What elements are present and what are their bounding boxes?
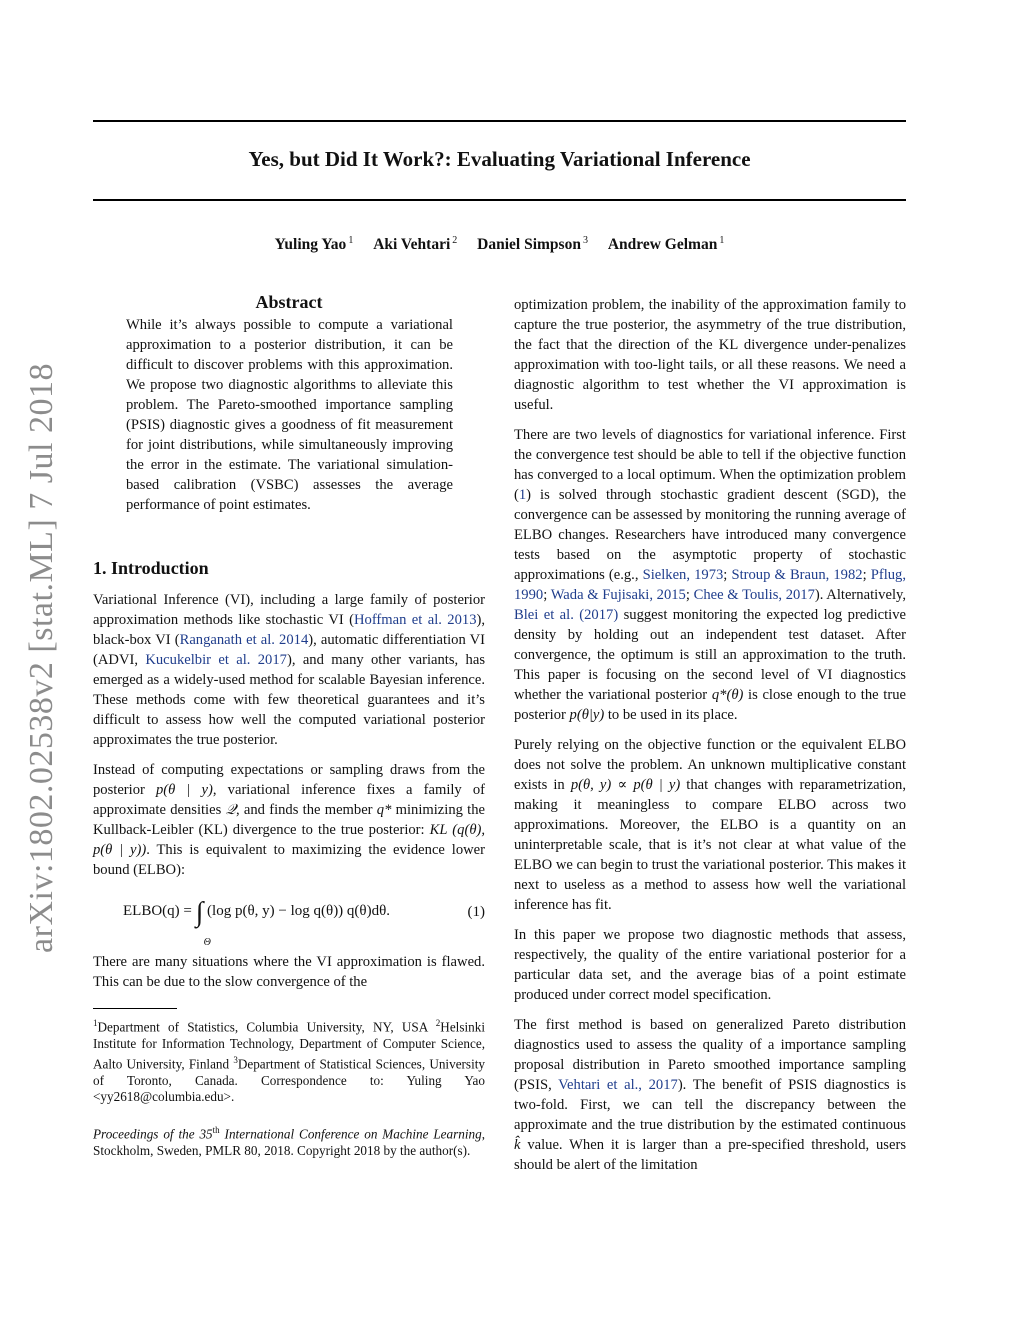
- proceedings-note: [93, 1122, 485, 1159]
- text-run: ), black-box VI (: [93, 612, 486, 648]
- text-run: Purely relying on the objective function or the equivalent ELBO does not solve the problem. An unknown multiplicative constant exists in: [514, 737, 906, 793]
- text-run: International Conference on Machine Learning: [219, 1126, 482, 1142]
- affiliation-mark: 1: [719, 235, 725, 246]
- text-run: . This is equivalent to maximizing the evidence lower bound (ELBO):: [93, 842, 485, 878]
- author: [477, 236, 588, 253]
- affiliation-mark: 3: [582, 235, 588, 246]
- text-run: th: [212, 1124, 220, 1135]
- section-heading-introduction: 1. Introduction: [93, 558, 209, 578]
- body-paragraph: In this paper we propose two diagnostic methods that assess, respectively, the quality of the entire variational posterior for a particular data set, and the average bias of a point estimate produced under correct model specification.: [514, 927, 906, 1003]
- math-inline: p(θ, y) ∝ p(θ | y): [570, 777, 681, 793]
- paper-title: Yes, but Did It Work?: Evaluating Variational Inference: [248, 147, 751, 171]
- body-paragraph: There are two levels of diagnostics for variational inference. First the convergence test should be able to tell if the objective function has converged to a local optimum. When the optimization problem (1) is solved through stochastic gradient descent (SGD), the convergence can be assessed by monitoring the running average of ELBO changes. Researchers have introduced many convergence tests based on the asymptotic property of stochastic approximations (e.g., Sielken, 1973; Stroup & Braun, 1982; Pflug, 1990; Wada & Fujisaki, 2015; Chee & Toulis, 2017). Alternatively, Blei et al. (2017) suggest monitoring the expected log predictive density by holding out an independent test dataset. After convergence, the optimum is still an approximation to the truth. This paper is focusing on the second level of VI diagnostics whether the variational posterior q*(θ) is close enough to the true posterior p(θ|y) to be used in its place.: [514, 427, 907, 723]
- text-run: , and finds the member: [236, 802, 377, 818]
- text-run: suggest monitoring the expected log predictive density by holding out an independent test dataset. After convergence, the optimum is still an approximation to the truth. This paper is focusing on the second level of VI diagnostics whether the variational posterior: [514, 607, 906, 703]
- abstract-text: While it’s always possible to compute a variational approximation to a posterior distribution, it can be difficult to discover problems with this approximation. We propose two diagnostic algorithms to alleviate this problem. The Pareto-smoothed importance sampling (PSIS) diagnostic gives a goodness of fit measurement for joint distributions, while simultaneously improving the error in the estimate. The variational simulation-based calibration (VSBC) assesses the average performance of point estimates.: [126, 317, 453, 513]
- arxiv-identifier-stamp: arXiv:1802.02538v2 [stat.ML] 7 Jul 2018: [23, 363, 60, 953]
- citation-link[interactable]: Wada & Fujisaki, 2015: [550, 587, 686, 603]
- text-run: is close enough to the true posterior: [514, 687, 907, 723]
- footnote-text: Department of Statistical Sciences, University of Toronto, Canada. Correspondence to: Yuling Yao <yy2618@columbia.edu>.: [93, 1056, 485, 1105]
- body-paragraph: [514, 1015, 906, 1175]
- intro-paragraph-3: There are many situations where the VI approximation is flawed. This can be due to the slow convergence of the: [93, 954, 485, 990]
- text-run: that changes with reparametrization, making it meaningless to compare ELBO across two approximations. Moreover, the ELBO is a quantity on an uninterpretable scale, that is it’s not clear at what value of the ELBO we can begin to trust the variational posterior. This makes it next to useless as a method to assess how well the variational inference has fit.: [514, 777, 907, 913]
- text-run: value. When it is larger than a pre-specified threshold, users should be alert of the limitation: [514, 1137, 906, 1173]
- text-run: , Stockholm, Sweden, PMLR 80, 2018. Copyright 2018 by the author(s).: [93, 1126, 485, 1158]
- footnote-mark: 3: [233, 1055, 238, 1066]
- citation-link[interactable]: Chee & Toulis, 2017: [693, 587, 815, 603]
- integral-domain: Θ: [203, 937, 211, 948]
- intro-paragraph-1: [93, 590, 485, 750]
- abstract-heading: Abstract: [255, 292, 323, 312]
- equation-lhs: ELBO(q) =: [123, 903, 192, 919]
- text-run: There are two levels of diagnostics for variational inference. First the convergence test should be able to tell if the objective function has converged to a local optimum. When the optimization problem (: [514, 427, 906, 503]
- author-name: Yuling Yao: [274, 236, 347, 254]
- equation-elbo: [93, 888, 485, 948]
- title-top-rule: [93, 120, 906, 122]
- text-run: Instead of computing expectations or sampling draws from the posterior: [93, 762, 485, 798]
- text-run: ) is solved through stochastic gradient descent (SGD), the convergence can be assessed by monitoring the running average of ELBO changes. Researchers have introduced many convergence tests based on the asymptotic property of stochastic approximations (e.g.,: [514, 487, 906, 583]
- affiliation-mark: 2: [452, 235, 458, 246]
- author: [275, 236, 354, 253]
- text-run: Proceedings of the 35: [93, 1126, 213, 1142]
- equation-number: (1): [467, 904, 485, 920]
- text-run: The first method is based on generalized Pareto distribution diagnostics used to assess the quality of a importance sampling proposal distribution in Pareto smoothed importance sampling (PSIS,: [514, 1017, 906, 1093]
- equation-rhs: (log p(θ, y) − log q(θ)) q(θ)dθ.: [207, 903, 391, 919]
- author: [608, 236, 725, 253]
- affiliation-footnotes: [93, 1015, 485, 1106]
- equation-reference-link[interactable]: 1: [518, 487, 527, 503]
- citation-link[interactable]: Stroup & Braun, 1982: [731, 567, 863, 583]
- text-run: minimizing the Kullback-Leibler (KL) divergence to the true posterior:: [93, 802, 486, 838]
- text-run: ), and many other variants, has emerged as a widely-used method for scalable Bayesian inference. These methods come with few theoretical guarantees and it’s difficult to assess how well the computed variational posterior approximates the true posterior.: [93, 652, 485, 748]
- left-column: [93, 292, 485, 1159]
- body-paragraph: optimization problem, the inability of the approximation family to capture the true posterior, the asymmetry of the true distribution, the fact that the direction of the KL divergence under-penalizes approximation with too-light tails, or all these reasons. We need a diagnostic algorithm to test whether the VI approximation is useful.: [514, 297, 906, 413]
- author-name: Aki Vehtari: [373, 236, 451, 254]
- citation-link[interactable]: Blei et al. (2017): [514, 607, 619, 623]
- equation-body: [93, 897, 468, 948]
- text-run: Variational Inference (VI), including a large family of posterior approximation methods like stochastic VI (: [93, 592, 485, 628]
- math-inline: q*(θ): [711, 687, 744, 703]
- intro-paragraph-2: [93, 760, 485, 880]
- affiliation-mark: 1: [348, 235, 354, 246]
- text-run: ). Alternatively,: [814, 587, 907, 603]
- citation-link[interactable]: Ranganath et al. 2014: [179, 632, 309, 648]
- math-inline: p(θ | y): [156, 782, 213, 798]
- footnote-mark: 2: [435, 1018, 441, 1028]
- footnote-text: Department of Statistics, Columbia University, NY, USA: [97, 1019, 428, 1035]
- title-bottom-rule: [93, 199, 906, 201]
- author-name: Daniel Simpson: [477, 236, 581, 254]
- citation-link[interactable]: Pflug, 1990: [514, 567, 907, 603]
- math-inline: q*: [376, 802, 392, 818]
- text-run: to be used in its place.: [604, 707, 738, 723]
- text-run: ), automatic differentiation VI (ADVI,: [93, 632, 485, 668]
- integral-sign: ∫ Θ: [196, 903, 204, 923]
- body-paragraph: [514, 735, 906, 915]
- math-inline: 𝒬: [225, 802, 236, 818]
- author-list: [93, 235, 906, 254]
- author-name: Andrew Gelman: [607, 236, 718, 254]
- author: [373, 236, 457, 253]
- citation-link[interactable]: Hoffman et al. 2013: [353, 612, 477, 628]
- text-run: ). The benefit of PSIS diagnostics is two-fold. First, we can tell the discrepancy between the approximate and the true distribution by the estimated continuous: [514, 1077, 907, 1133]
- citation-link[interactable]: Vehtari et al., 2017: [558, 1077, 678, 1093]
- footnote-mark: 1: [93, 1018, 98, 1028]
- footnote-text: Helsinki Institute for Information Technology, Department of Computer Science, Aalto University, Finland: [93, 1019, 485, 1072]
- math-inline: p(θ|y): [569, 707, 605, 723]
- math-inline: k̂: [514, 1137, 521, 1153]
- citation-link[interactable]: Kucukelbir et al. 2017: [145, 652, 287, 668]
- right-column: [514, 295, 906, 1175]
- footnote-rule: [93, 1008, 177, 1009]
- text-run: , variational inference fixes a family of approximate densities: [93, 782, 485, 818]
- citation-link[interactable]: Sielken, 1973: [642, 567, 724, 583]
- math-inline: KL (q(θ), p(θ | y)): [93, 822, 485, 858]
